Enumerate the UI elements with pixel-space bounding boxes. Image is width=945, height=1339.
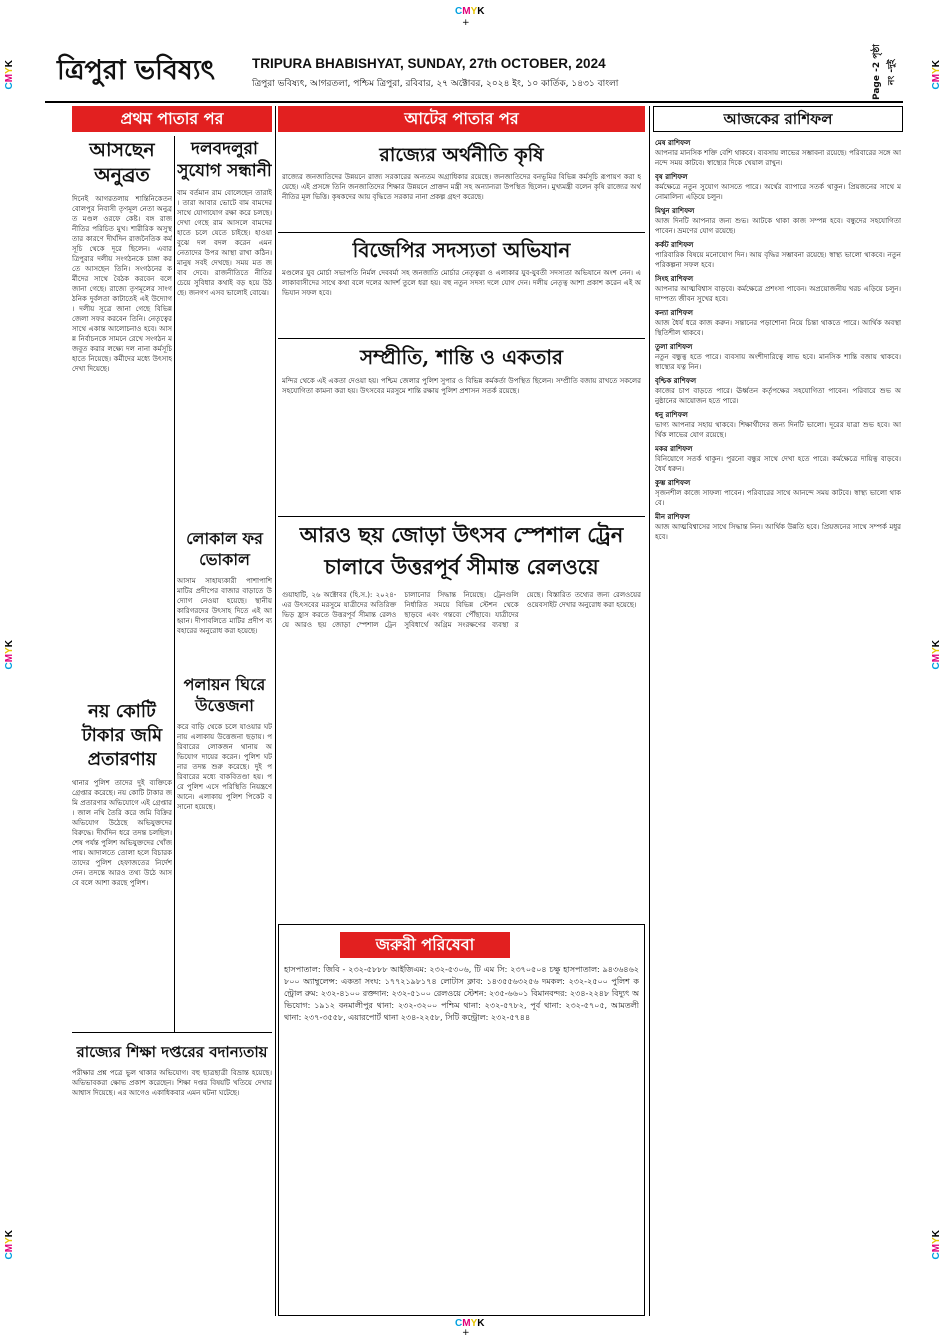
registration-mark-bottom: CMYK: [455, 1318, 485, 1329]
headline-land-fraud: নয় কোটি টাকার জমি প্রতারণায়: [81, 701, 163, 770]
horoscope-sign: তুলা রাশিফল: [655, 343, 693, 351]
horoscope-entry: [655, 274, 901, 304]
emergency-services-list: হাসপাতাল: জিবি - ২৩২-৫৮৮৮ আইজিএম: ২৩২-৫৩০৬, টি এম সি: ২৩৭০৫০৪ চক্ষু হাসপাতাল: ৯৪৩৬৪৬২৮০০ অ্যাম্বুলেন্স: একতা সংঘ: ১৭৭২১৯৮১৭৪ লোটাস ক্লাব: ১৪৩৫৫৬৩২৫৬ দমকল: ২৩২-২৫০০ পুলিশ কন্ট্রোল রুম: ২৩২-৪১০০ রক্তদান: ২৩২-৫১০০ রেলওয়ে স্টেশন: ২৩৫-৬৬০১ বিমানবন্দর: ২৩৪-২২৪৮ বিদ্যুৎ অভিযোগ: ১৯১২ বনমালীপুর থানা: ২৩২-৩২০০ পশ্চিম থানা: ২৩২-৫৭৮২, পূর্ব থানা: ২৩২-৫৭০৫, আমতলী থানা: ২৩৭-৩৫৫৮, এয়ারপোর্ট থানা ২৩৪-২২৫৮, সিটি কন্ট্রোল: ২৩২-৫৭৪৪: [284, 965, 639, 1022]
horoscope-sign: মেষ রাশিফল: [655, 139, 691, 147]
horoscope-entry: [655, 478, 901, 508]
registration-mark-left: CMYK: [4, 1230, 15, 1260]
horoscope-sign: মিথুন রাশিফল: [655, 207, 695, 215]
masthead: [45, 44, 903, 100]
horoscope-text: কর্মক্ষেত্রে নতুন সুযোগ আসতে পারে। অর্থের ব্যাপারে সতর্ক থাকুন। প্রিয়জনের সাথে মনোমালিন্য এড়িয়ে চলুন।: [655, 183, 901, 201]
horoscope-entry: [655, 138, 901, 168]
masthead-divider: [45, 101, 903, 103]
emergency-services-title: জরুরী পরিষেবা: [340, 932, 510, 958]
article-bjp-membership: মণ্ডলের যুব মোর্চা সভাপতি নির্মল দেববর্মা সহ জনজাতি মোর্চার নেতৃত্বরা ও এলাকার যুব-যুবতী সদস্যতা অভিযানে অংশ নেন। এলাকাবাসীদের সাথে কথা বলে দলের আদর্শ তুলে ধরা হয়। বহু নতুন সদস্য দলে যোগ দেন। দলীয় নেতৃত্ব আশা প্রকাশ করেন এই অভিযান সফল হবে।: [282, 269, 641, 297]
registration-mark-top: CMYK: [455, 6, 485, 17]
horoscope-sign: বৃষ রাশিফল: [655, 173, 688, 181]
horoscope-text: আজ আত্মবিশ্বাসের সাথে সিদ্ধান্ত নিন। আর্থিক উন্নতি হবে। প্রিয়জনের সাথে সম্পর্ক মধুর হবে।: [655, 523, 901, 541]
horoscope-entry: [655, 512, 901, 542]
headline-harmony-peace: সম্প্রীতি, শান্তি ও একতার: [359, 345, 564, 369]
registration-mark-left: CMYK: [4, 640, 15, 670]
crosshair-icon: +: [462, 18, 470, 28]
horoscope-text: ভাগ্য আপনার সহায় থাকবে। শিক্ষার্থীদের জন্য দিনটি ভালো। দূরের যাত্রা শুভ হবে। আর্থিক লাভের যোগ রয়েছে।: [655, 421, 901, 439]
article-land-fraud: থানার পুলিশ তাদের দুই ব্যক্তিকে গ্রেপ্তার করেছে। নয় কোটি টাকার জমি প্রতারণার অভিযোগে এই গ্রেপ্তার। জাল নথি তৈরি করে জমি বিক্রির অভিযোগ উঠেছে অভিযুক্তদের বিরুদ্ধে। দীর্ঘদিন ধরে তদন্ত চলছিল। শেষ পর্যন্ত পুলিশ অভিযুক্তদের খোঁজ পায়। আদালতে তোলা হলে বিচারক তাদের পুলিশ হেফাজতের নির্দেশ দেন। তদন্তে আরও তথ্য উঠে আসবে বলে আশা করছে পুলিশ।: [72, 779, 172, 887]
article-harmony-peace: মন্দির থেকে এই একতা দেওয়া হয়। পশ্চিম জেলার পুলিশ সুপার ও বিভিন্ন কর্মকর্তা উপস্থিত ছিলেন। সম্প্রীতি বজায় রাখতে সকলের সহযোগিতা কামনা করা হয়। উৎসবের মরসুমে শান্তি রক্ষায় পুলিশ প্রশাসন সতর্ক রয়েছে।: [282, 377, 641, 395]
headline-elopement-tension: পলায়ন ঘিরে উত্তেজনা: [183, 675, 266, 715]
horoscope-entry: [655, 308, 901, 338]
horoscope-sign: সিংহ রাশিফল: [655, 275, 694, 283]
headline-festival-trains-line1: আরও ছয় জোড়া উৎসব স্পেশাল ট্রেন: [299, 522, 624, 547]
horoscope-text: আপনার আত্মবিশ্বাস বাড়বে। কর্মক্ষেত্রে প্রশংসা পাবেন। অপ্রয়োজনীয় খরচ এড়িয়ে চলুন। দাম্পত্য জীবন সুখের হবে।: [655, 285, 901, 303]
horoscope-sign: মকর রাশিফল: [655, 445, 693, 453]
horoscope-text: সৃজনশীল কাজে সাফল্য পাবেন। পরিবারের সাথে আনন্দে সময় কাটবে। স্বাস্থ্য ভালো থাকবে।: [655, 489, 901, 507]
headline-anubrata: আসছেন অনুব্রত: [89, 139, 155, 186]
section-header-horoscope: আজকের রাশিফল: [653, 106, 903, 132]
horoscope-text: নতুন বন্ধুত্ব হতে পারে। ব্যবসায় অংশীদারিত্বে লাভ হবে। মানসিক শান্তি বজায় থাকবে। স্বাস্থ্যের যত্ন নিন।: [655, 353, 901, 371]
section-header-front-page: প্রথম পাতার পর: [72, 106, 272, 132]
horoscope-text: আজ দিনটি আপনার জন্য শুভ। আটকে থাকা কাজ সম্পন্ন হবে। বন্ধুদের সহযোগিতা পাবেন। ভ্রমণের যোগ রয়েছে।: [655, 217, 901, 235]
registration-mark-right: CMYK: [931, 640, 942, 670]
horoscope-text: আজ ধৈর্য ধরে কাজ করুন। সন্তানের পড়াশোনা নিয়ে চিন্তা থাকতে পারে। আর্থিক অবস্থা স্থিতিশীল থাকবে।: [655, 319, 901, 337]
horoscope-sign: ধনু রাশিফল: [655, 411, 688, 419]
headline-education-dept: রাজ্যের শিক্ষা দপ্তরের বদান্যতায়: [76, 1043, 268, 1061]
registration-mark-left: CMYK: [4, 60, 15, 90]
horoscope-entry: [655, 206, 901, 236]
horoscope-entry: [655, 172, 901, 202]
headline-agriculture: রাজ্যের অর্থনীতি কৃষি: [379, 144, 544, 166]
horoscope-sign: বৃশ্চিক রাশিফল: [655, 377, 697, 385]
horoscope-sign: কন্যা রাশিফল: [655, 309, 693, 317]
horoscope-sign: কুম্ভ রাশিফল: [655, 479, 691, 487]
horoscope-entry: [655, 444, 901, 474]
article-festival-trains: গুয়াহাটি, ২৬ অক্টোবর (হি.স.): ২০২৪-এর উৎসবের মরসুমে যাত্রীদের অতিরিক্ত ভিড় হ্রাস করতে উত্তরপূর্ব সীমান্ত রেলওয়ে আরও ছয় জোড়া স্পেশাল ট্রেন চালানোর সিদ্ধান্ত নিয়েছে। ট্রেনগুলি নির্ধারিত সময়ে বিভিন্ন স্টেশন থেকে ছাড়বে এবং গন্তব্যে পৌঁছাবে। যাত্রীদের সুবিধার্থে অগ্রিম সংরক্ষণের ব্যবস্থা রয়েছে। বিস্তারিত তথ্যের জন্য রেলওয়ের ওয়েবসাইট দেখার অনুরোধ করা হয়েছে।: [282, 591, 641, 629]
newspaper-logo: ত্রিপুরা ভবিষ্যৎ: [57, 55, 215, 86]
article-elopement-tension: করে বাড়ি থেকে চলে যাওয়ার ঘটনায় এলাকায় উত্তেজনা ছড়ায়। পরিবারের লোকজন থানায় অভিযোগ দায়ের করেন। পুলিশ ঘটনার তদন্ত শুরু করেছে। দুই পরিবারের মধ্যে বাকবিতণ্ডা হয়। পরে পুলিশ এসে পরিস্থিতি নিয়ন্ত্রণে আনে। এলাকায় পুলিশ পিকেট বসানো হয়েছে।: [177, 723, 272, 811]
horoscope-text: আপনার মানসিক শক্তি বেশি থাকবে। ব্যবসায় লাভের সম্ভাবনা রয়েছে। পরিবারের সঙ্গে আনন্দে সময় কাটবে। স্বাস্থ্যের দিকে খেয়াল রাখুন।: [655, 149, 901, 167]
page-number: Page -2 পৃষ্ঠা নং -দুই: [872, 44, 897, 100]
horoscope-text: কাজের চাপ বাড়তে পারে। ঊর্ধ্বতন কর্তৃপক্ষের সহযোগিতা পাবেন। পরিবারে শুভ অনুষ্ঠানের আয়োজন হতে পারে।: [655, 387, 901, 405]
section-header-eighth-page: আটের পাতার পর: [278, 106, 645, 132]
horoscope-entry: [655, 240, 901, 270]
horoscope-entry: [655, 410, 901, 440]
headline-turncoats: দলবদলুরা সুযোগ সন্ধানী: [177, 139, 272, 181]
horoscope-text: পারিবারিক বিষয়ে মনোযোগ দিন। আয় বৃদ্ধির সম্ভাবনা রয়েছে। স্বাস্থ্য ভালো থাকবে। নতুন পরিকল্পনা সফল হবে।: [655, 251, 901, 269]
horoscope-sign: কর্কট রাশিফল: [655, 241, 694, 249]
horoscope-entry: [655, 342, 901, 372]
article-agriculture: রাজ্যের জনজাতিদের উন্নয়নে রাজ্য সরকারের অন্যতম অগ্রাধিকার রয়েছে। জনজাতিদের বনভূমির বিভিন্ন কর্মসূচি রূপায়ণ করা হয়েছে। এই প্রসঙ্গে তিনি জনজাতিদের শিক্ষার উন্নয়নে প্রাক্তন মন্ত্রী সহ অন্যান্যরা উপস্থিত ছিলেন। মুখ্যমন্ত্রী বলেন কৃষি রাজ্যের অর্থনীতির মূল ভিত্তি। কৃষকদের আয় বৃদ্ধিতে সরকার নানা প্রকল্প গ্রহণ করেছে।: [282, 173, 641, 201]
headline-festival-trains-line2: চালাবে উত্তরপূর্ব সীমান্ত রেলওয়ে: [324, 554, 599, 579]
registration-mark-right: CMYK: [931, 60, 942, 90]
article-anubrata: দিনেই আগরতলায় শান্তিনিকেতন বোলপুর নিবাসী তৃণমূল নেতা অনুব্রত মণ্ডল ওরফে কেষ্ট। বঙ্গ রাজনীতির পরিচিত মুখ। শারীরিক অসুস্থতার কারণে দীর্ঘদিন রাজনৈতিক কর্মসূচি থেকে দূরে ছিলেন। এবার ত্রিপুরার দলীয় সংগঠনকে চাঙ্গা করতে আসছেন তিনি। সংগঠনের কর্মীদের সাথে বৈঠক করবেন বলে জানা গেছে। রাজ্যে তৃণমূলের সাংগঠনিক দুর্বলতা কাটাতেই এই উদ্যোগ। দলীয় সূত্রে জানা গেছে বিভিন্ন জেলা সফর করবেন তিনি। নেতৃত্বের সাথে একান্ত আলোচনাও হবে। আসন্ন নির্বাচনকে সামনে রেখে সংগঠন মজবুত করার লক্ষ্যে দল নানা কর্মসূচি হাতে নিয়েছে। কর্মীদের মধ্যে উৎসাহ দেখা দিয়েছে।: [72, 195, 172, 373]
horoscope-column: [655, 138, 901, 1316]
column-second: [177, 136, 272, 1036]
headline-bjp-membership: বিজেপির সদস্যতা অভিযান: [352, 238, 571, 262]
article-turncoats: বাম বর্তমান রাম বোলেছেন তারাই। তারা আবার ভোটে বাম বামদের সাথে যোগাযোগ রক্ষা করে চলছে। দেখা গেছে রাম আসলে বামদের হাতে চলে যেতে চাইছে। হাওয়া বুঝে দল বদল করেন এমন নেতাদের উপর আস্থা রাখা কঠিন। মানুষ সবই দেখছে। সময় মত জবাব দেবে। রাজনীতিতে নীতির চেয়ে সুবিধার কথাই বড় হয়ে উঠছে। জনগণ এসব ভালোই বোঝে।: [177, 189, 272, 297]
article-education-dept: পরীক্ষার প্রশ্ন পত্রে ভুল থাকার অভিযোগ। বহু ছাত্রছাত্রী বিভ্রান্ত হয়েছে। অভিভাবকরা ক্ষোভ প্রকাশ করেছেন। শিক্ষা দপ্তর বিষয়টি খতিয়ে দেখার আশ্বাস দিয়েছে। এর আগেও একাধিকবার এমন ঘটনা ঘটেছে।: [72, 1069, 272, 1097]
registration-mark-right: CMYK: [931, 1230, 942, 1260]
crosshair-icon: +: [462, 1328, 470, 1338]
masthead-english-line: TRIPURA BHABISHYAT, SUNDAY, 27th OCTOBER, 2024: [252, 56, 606, 71]
horoscope-entry: [655, 376, 901, 406]
horoscope-text: বিনিয়োগে সতর্ক থাকুন। পুরনো বন্ধুর সাথে দেখা হতে পারে। কর্মক্ষেত্রে দায়িত্ব বাড়বে। ধৈর্য ধরুন।: [655, 455, 901, 473]
horoscope-sign: মীন রাশিফল: [655, 513, 690, 521]
masthead-date-line: ত্রিপুরা ভবিষ্যৎ, আগরতলা, পশ্চিম ত্রিপুরা, রবিবার, ২৭ অক্টোবর, ২০২৪ ইং, ১০ কার্তিক, ১৪৩১ বাংলা: [252, 79, 619, 89]
headline-local-for-vocal: লোকাল ফর ভোকাল: [186, 529, 263, 569]
article-local-for-vocal: আসাম সাহায্যকারী পাশাপাশি মাটির প্রদীপের বাজার বাড়াতে উদ্যোগ নেওয়া হয়েছে। স্থানীয় কারিগরদের উৎসাহ দিতে এই আহ্বান। দীপাবলিতে মাটির প্রদীপ ব্যবহারের অনুরোধ করা হয়েছে।: [177, 577, 272, 635]
